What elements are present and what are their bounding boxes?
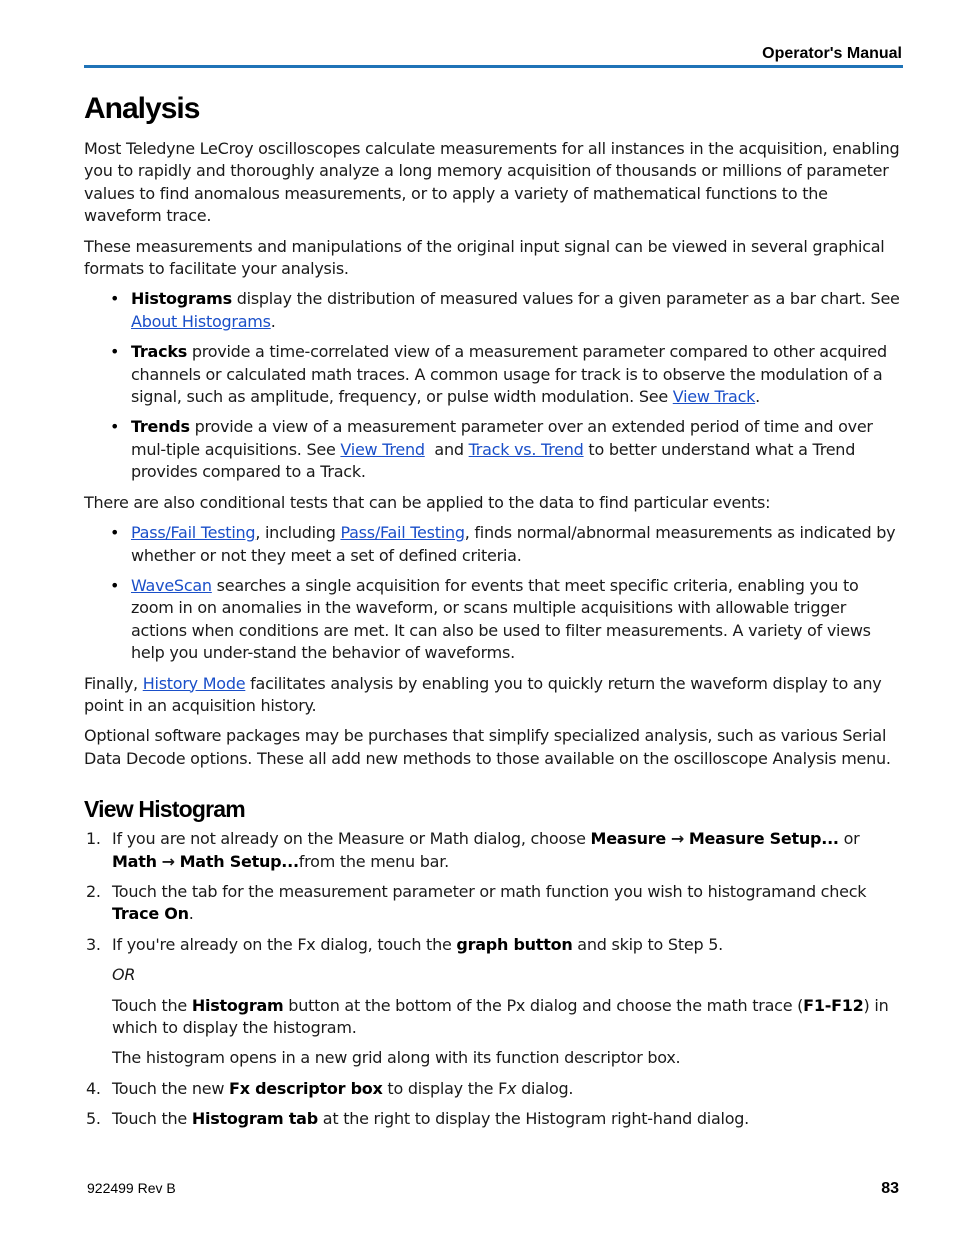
list-item-text: , including xyxy=(255,523,341,543)
footer-doc-id: 922499 Rev B xyxy=(87,1180,176,1196)
menu-math: Math xyxy=(112,851,157,871)
paragraph-text: facilitates analysis by enabling you to quickly return the waveform display to any point in an acquisition history. xyxy=(84,673,882,715)
control-histogram-button: Histogram xyxy=(191,995,284,1015)
step-3-result: The histogram opens in a new grid along with its function descriptor box. xyxy=(112,1048,681,1068)
list-item-wavescan xyxy=(84,575,904,665)
or-text: OR xyxy=(112,965,136,985)
link-track-vs-trend[interactable]: Track vs. Trend xyxy=(468,439,584,459)
paragraph-intro: Most Teledyne LeCroy oscilloscopes calculate measurements for all instances in the acquisition, enabling you to rapidly and thoroughly analyze a long memory acquisition of thousands or millions of parameter values to find anomalous measurements, or to apply a variety of mathematical functions to the waveform trace. xyxy=(84,139,900,226)
step-4 xyxy=(84,1078,904,1100)
list-item-tracks xyxy=(84,341,904,408)
menu-measure: Measure xyxy=(590,829,666,849)
math-trace-range: F1-F12 xyxy=(803,995,864,1015)
step-text: or xyxy=(838,829,860,849)
analysis-formats-list xyxy=(84,288,904,483)
list-item-text: provide a view of a measurement parameter over an extended period of time and over mul-tiple acquisitions. See xyxy=(131,417,873,459)
list-item-text: , finds normal/abnormal measurements as indicated by whether or not they meet a set of defined criteria. xyxy=(131,523,896,565)
step-text-italic: x xyxy=(507,1078,517,1098)
step-2 xyxy=(84,881,904,926)
list-item-text: provide a time-correlated view of a measurement parameter compared to other acquired channels or calculated math traces. A common usage for track is to observe the modulation of a signal, such as amplitude, frequency, or pulse width modulation. See xyxy=(131,342,887,407)
section-heading-analysis: Analysis xyxy=(84,92,200,125)
term-trends: Trends xyxy=(131,417,190,437)
list-item-trends xyxy=(84,416,904,483)
link-about-histograms[interactable]: About Histograms xyxy=(131,311,271,331)
step-text: and skip to Step 5. xyxy=(572,934,723,954)
paragraph-history-mode xyxy=(84,673,904,718)
paragraph-formats: These measurements and manipulations of the original input signal can be viewed in several graphical formats to facilitate your analysis. xyxy=(84,236,885,279)
step-text: button at the bottom of the Px dialog and choose the math trace ( xyxy=(283,995,804,1015)
step-text: ) in which to display the histogram. xyxy=(112,995,889,1037)
step-1 xyxy=(84,828,904,873)
arrow-right-icon: → xyxy=(161,851,175,871)
control-trace-on: Trace On xyxy=(112,904,189,924)
list-item-text: and xyxy=(424,439,469,459)
step-number: 3. xyxy=(86,934,101,954)
footer-page-number: 83 xyxy=(881,1180,899,1197)
link-pass-fail-testing[interactable]: Pass/Fail Testing xyxy=(131,523,256,543)
control-histogram-tab: Histogram tab xyxy=(191,1109,318,1129)
menu-measure-setup: Measure Setup... xyxy=(688,829,839,849)
term-tracks: Tracks xyxy=(131,342,187,362)
step-number: 5. xyxy=(86,1109,101,1129)
link-view-trend[interactable]: View Trend xyxy=(340,439,425,459)
link-history-mode[interactable]: History Mode xyxy=(142,673,246,693)
link-wavescan[interactable]: WaveScan xyxy=(131,575,212,595)
list-item-histograms xyxy=(84,288,904,333)
page-content xyxy=(84,90,904,1139)
list-item-text: searches a single acquisition for events that meet specific criteria, enabling you to zoom in on anomalies in the waveform, or scans multiple acquisitions with allowable trigger actions when conditions are met. It can also be used to filter measurements. A variety of views help you under-stand the behavior of waveforms. xyxy=(131,575,871,663)
step-text: If you're already on the Fx dialog, touch the xyxy=(112,934,457,954)
list-item-text: to better understand what a Trend provides compared to a Track. xyxy=(131,439,856,482)
control-graph-button: graph button xyxy=(456,934,573,954)
list-item-text: . xyxy=(755,387,761,407)
step-text: Touch the xyxy=(112,1109,192,1129)
term-histograms: Histograms xyxy=(131,289,232,309)
step-text: to display the F xyxy=(382,1078,508,1098)
step-text: If you are not already on the Measure or Math dialog, choose xyxy=(112,829,591,849)
conditional-tests-list xyxy=(84,522,904,664)
paragraph-optional-packages: Optional software packages may be purchases that simplify specialized analysis, such as various Serial Data Decode options. These all add new methods to those available on the oscilloscope Analysis menu. xyxy=(84,726,891,768)
control-fx-descriptor-box: Fx descriptor box xyxy=(229,1078,383,1098)
section-heading-view-histogram: View Histogram xyxy=(84,796,245,823)
running-header-title: Operator's Manual xyxy=(762,45,902,62)
step-3 xyxy=(84,934,904,1070)
step-text: at the right to display the Histogram right-hand dialog. xyxy=(317,1109,750,1129)
step-number: 2. xyxy=(86,881,101,901)
arrow-right-icon: → xyxy=(670,829,684,849)
step-text: . xyxy=(188,904,194,924)
link-view-track[interactable]: View Track xyxy=(672,387,756,407)
list-item-text: . xyxy=(270,311,276,331)
list-item-text: display the distribution of measured values for a given parameter as a bar chart. See xyxy=(231,289,900,309)
view-histogram-steps xyxy=(84,828,904,1130)
step-number: 4. xyxy=(86,1078,101,1098)
link-pass-fail-testing-2[interactable]: Pass/Fail Testing xyxy=(340,523,465,543)
menu-math-setup: Math Setup... xyxy=(179,851,299,871)
step-text: from the menu bar. xyxy=(298,851,449,871)
paragraph-text: Finally, xyxy=(84,673,143,693)
list-item-pass-fail xyxy=(84,522,904,567)
step-text: dialog. xyxy=(516,1078,574,1098)
step-5 xyxy=(84,1108,904,1130)
header-rule xyxy=(84,65,903,68)
paragraph-conditional-tests: There are also conditional tests that can be applied to the data to find particular events: xyxy=(84,492,771,512)
step-number: 1. xyxy=(86,829,101,849)
step-3-alternative xyxy=(112,995,904,1040)
step-text: Touch the tab for the measurement parameter or math function you wish to histogramand check xyxy=(112,881,867,901)
step-text: Touch the new xyxy=(112,1078,230,1098)
step-text: Touch the xyxy=(112,995,192,1015)
step-3-or xyxy=(112,964,904,986)
